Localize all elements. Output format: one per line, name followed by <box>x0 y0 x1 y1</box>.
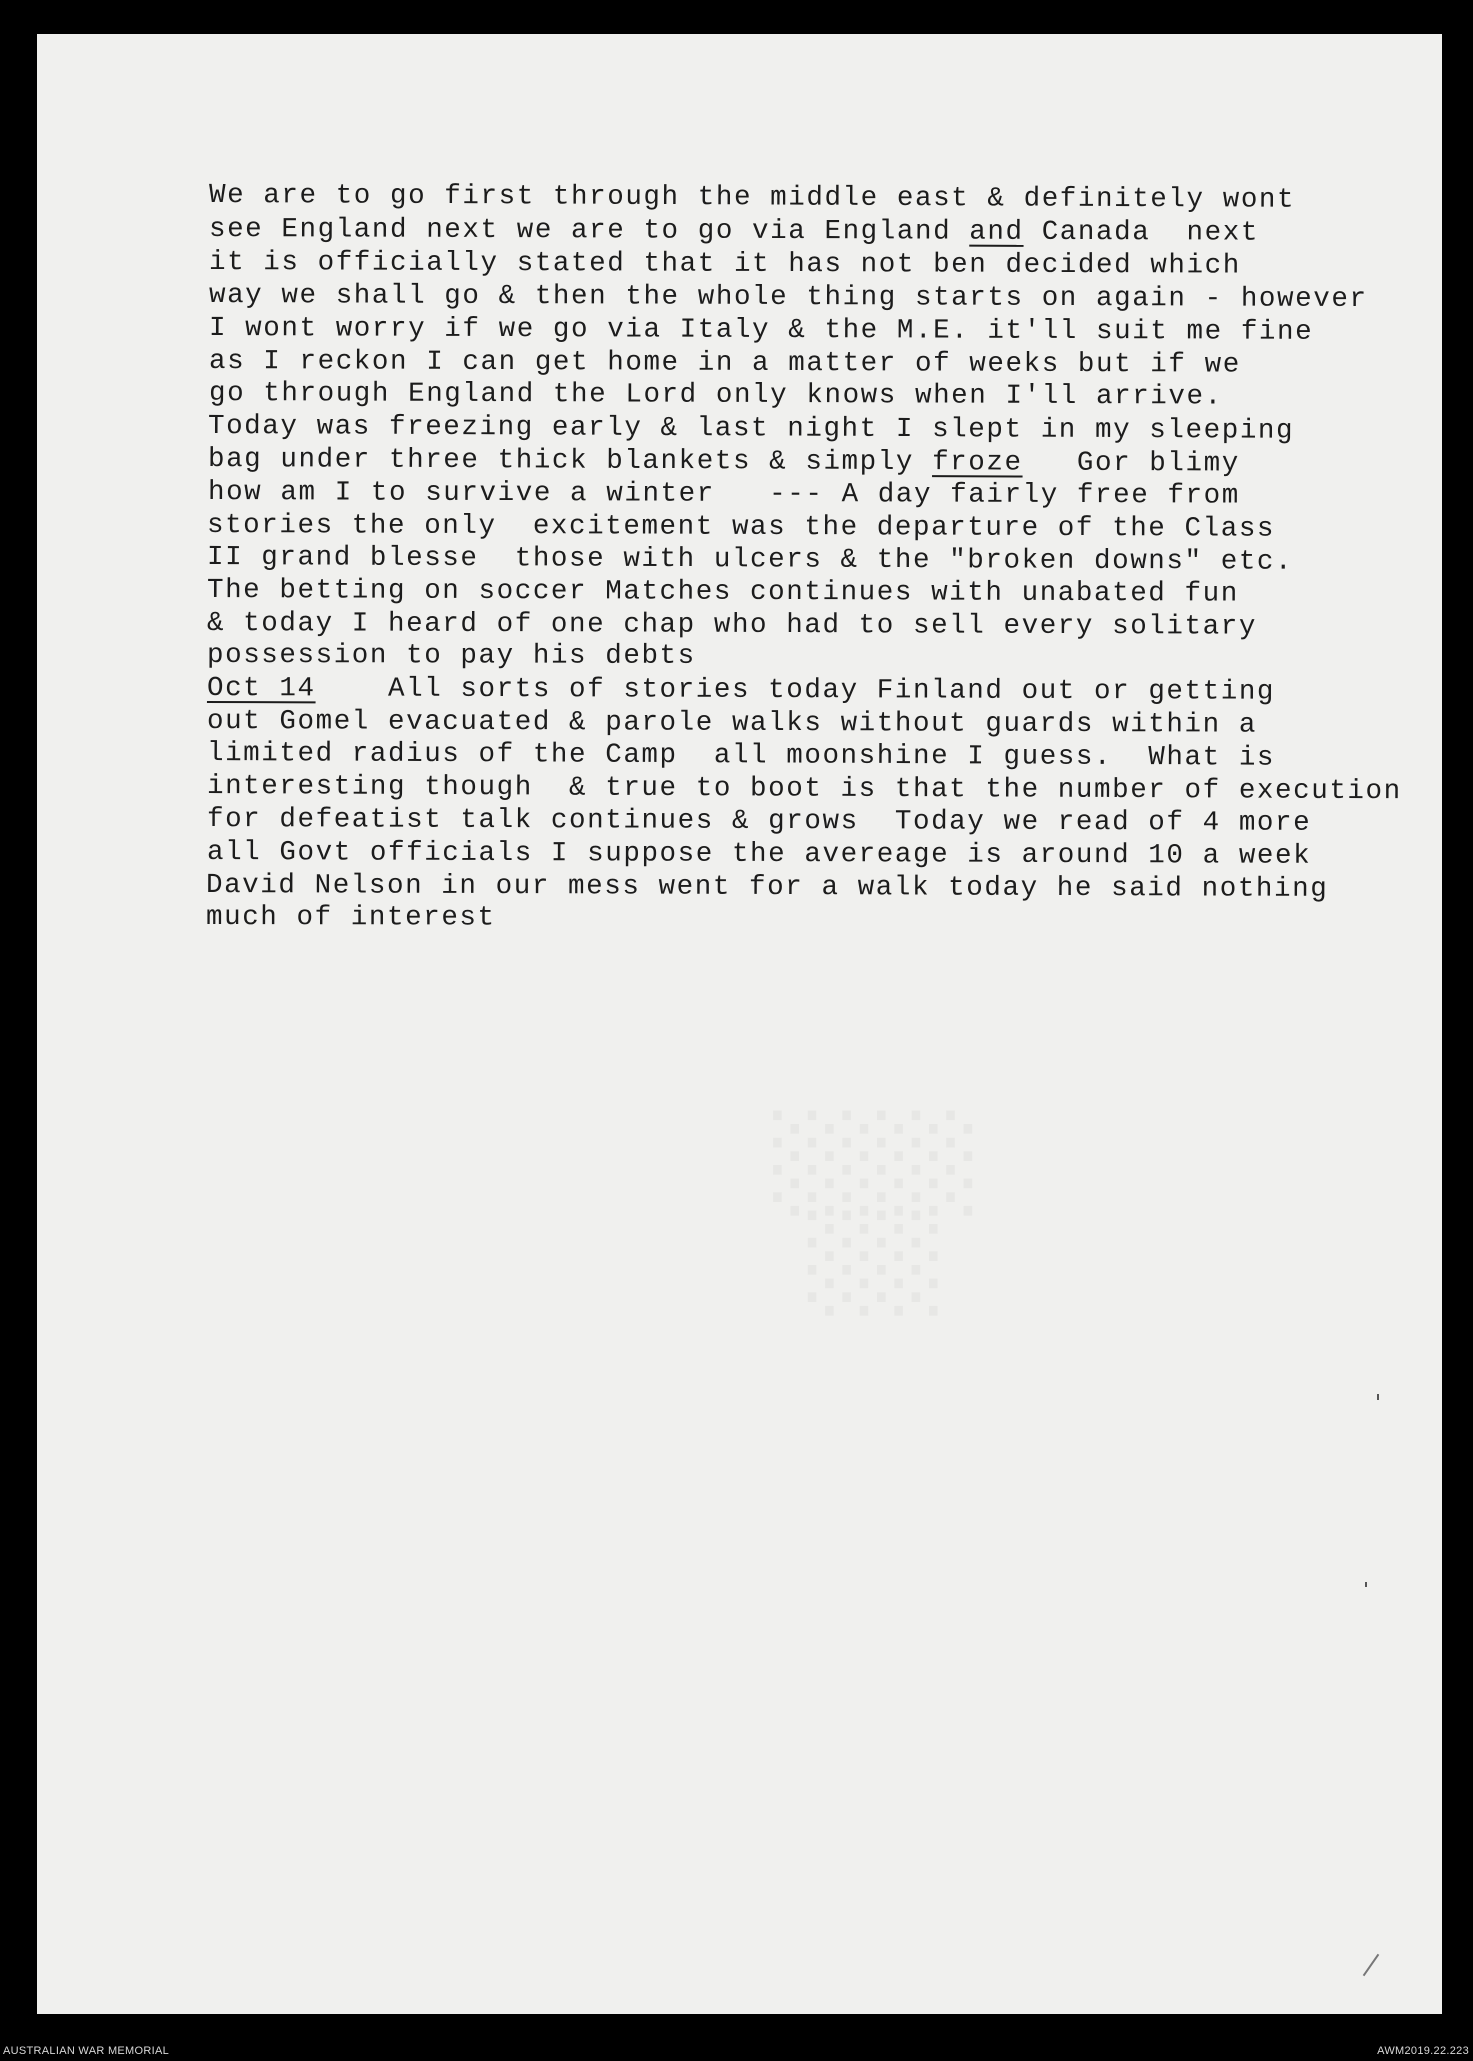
text-segment: David Nelson in our mess went for a walk today he said nothing <box>205 870 1329 905</box>
text-segment: all Govt officials I suppose the avereage is around 10 a week <box>206 837 1312 872</box>
text-line <box>207 610 1257 641</box>
text-line <box>209 249 1241 280</box>
pencil-mark <box>1377 1394 1379 1400</box>
text-line <box>209 182 1295 214</box>
underlined-text: and <box>969 216 1024 248</box>
text-segment: limited radius of the Camp all moonshine I guess. What is <box>206 738 1276 774</box>
text-segment: much of interest <box>205 902 496 934</box>
text-segment: it is officially stated that it has not ben decided which <box>208 247 1241 282</box>
text-line <box>209 315 1313 346</box>
text-line <box>209 380 1223 411</box>
text-segment: Gor blimy <box>1022 447 1240 480</box>
pencil-mark <box>1365 1582 1367 1587</box>
text-line <box>207 740 1275 772</box>
text-segment: The betting on soccer Matches continues with unabated fun <box>206 575 1239 610</box>
text-line <box>207 773 1402 806</box>
text-segment: see England next we are to go via England <box>208 214 970 248</box>
text-segment: stories the only excitement was the departure of the Class <box>206 510 1276 545</box>
text-segment: & today I heard of one chap who had to sell every solitary <box>206 608 1258 643</box>
text-line <box>207 544 1293 576</box>
text-line <box>209 216 1259 247</box>
text-line <box>207 577 1239 608</box>
text-segment: go through England the Lord only knows when I'll arrive. <box>208 378 1223 413</box>
text-line <box>208 446 1240 478</box>
text-segment: I wont worry if we go via Italy & the M.E. it'll suit me fine <box>208 313 1314 348</box>
pencil-mark <box>1363 1954 1380 1976</box>
text-segment: Canada next <box>1023 216 1260 249</box>
text-segment: for defeatist talk continues & grows Today we read of 4 more <box>206 804 1312 839</box>
text-line <box>207 708 1257 739</box>
document-page <box>37 34 1442 2014</box>
underlined-text: froze <box>932 447 1023 479</box>
text-line <box>207 675 1275 706</box>
footer-right: AWM2019.22.223 <box>1377 2045 1469 2057</box>
text-line <box>206 872 1328 903</box>
text-segment: possession to pay his debts <box>206 640 696 672</box>
text-line <box>207 512 1275 543</box>
text-line <box>208 413 1294 445</box>
text-line <box>209 348 1241 379</box>
text-line <box>208 479 1240 510</box>
text-line <box>207 642 696 670</box>
text-segment: Today was freezing early & last night I slept in my sleeping <box>207 411 1295 447</box>
footer-left: AUSTRALIAN WAR MEMORIAL <box>3 2045 170 2057</box>
text-segment: II grand blesse those with ulcers & the "broken downs" etc. <box>206 542 1294 578</box>
text-segment: interesting though & true to boot is that the number of execution <box>206 771 1402 808</box>
text-segment: as I reckon I can get home in a matter of weeks but if we <box>208 346 1241 381</box>
text-segment: All sorts of stories today Finland out or getting <box>315 673 1276 708</box>
text-line <box>206 904 496 932</box>
underlined-text: Oct 14 <box>206 673 316 705</box>
show-through-watermark <box>577 1114 1177 1314</box>
text-segment: how am I to survive a winter --- A day fairly free from <box>207 477 1240 512</box>
text-line <box>209 282 1368 314</box>
text-segment: out Gomel evacuated & parole walks without guards within a <box>206 706 1258 741</box>
text-segment: way we shall go & then the whole thing starts on again - however <box>208 280 1368 316</box>
text-segment: We are to go first through the middle east & definitely wont <box>208 180 1296 216</box>
text-line <box>207 839 1311 870</box>
text-line <box>207 806 1311 837</box>
text-segment: bag under three thick blankets & simply <box>207 444 933 479</box>
